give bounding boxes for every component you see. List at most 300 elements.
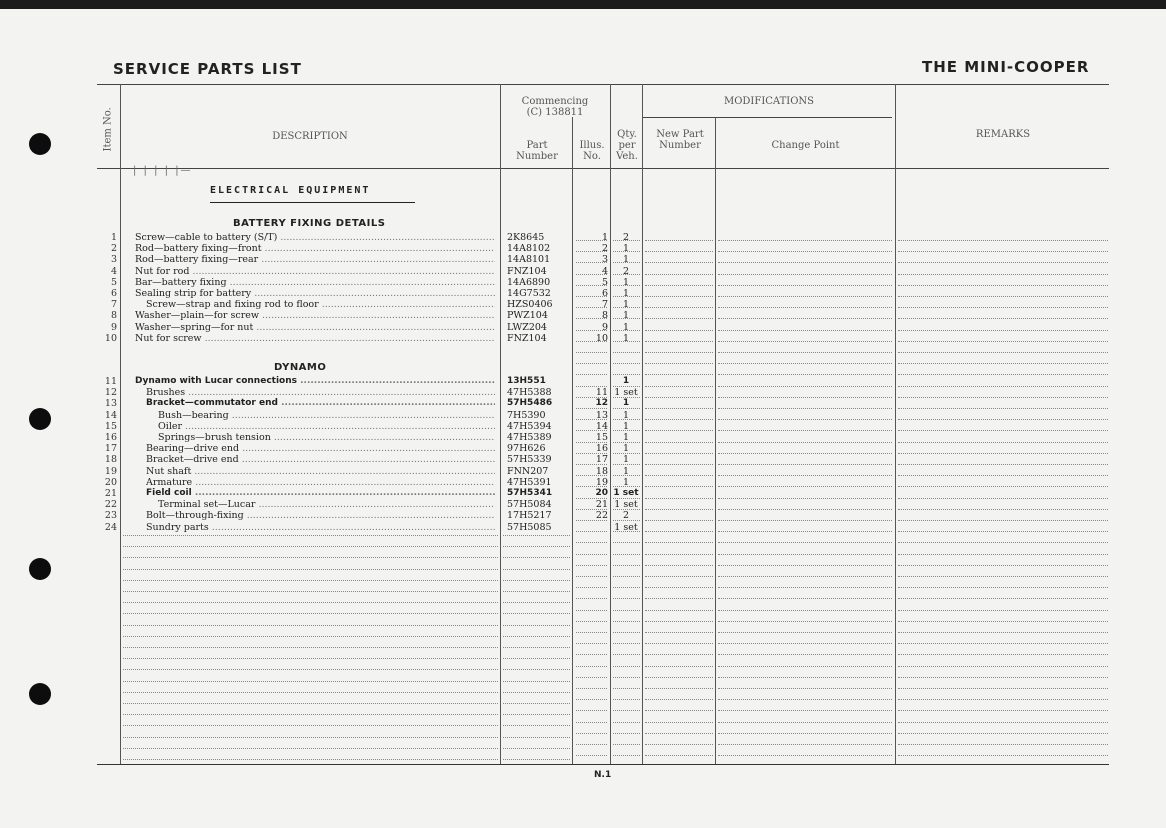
ruled-line xyxy=(123,647,498,648)
part-description: Nut for screw ..... xyxy=(135,333,495,344)
ruled-line xyxy=(576,654,607,655)
ruled-line xyxy=(718,386,892,387)
ruled-line xyxy=(613,520,640,521)
illus-number: 20 xyxy=(595,488,608,498)
ruled-line xyxy=(645,486,713,487)
part-number: 17H5217 xyxy=(507,510,552,522)
ruled-line xyxy=(718,733,892,734)
ruled-line xyxy=(613,464,640,465)
quantity: 1 set xyxy=(614,499,638,511)
ruled-line xyxy=(576,453,607,454)
ruled-line xyxy=(718,307,892,308)
ruled-line xyxy=(718,285,892,286)
ruled-line xyxy=(898,710,1108,711)
ruled-line xyxy=(123,591,498,592)
ruled-line xyxy=(645,688,713,689)
ruled-line xyxy=(503,535,570,536)
ruled-line xyxy=(613,352,640,353)
illus-number: 18 xyxy=(595,465,608,477)
ruled-line xyxy=(503,725,570,726)
part-description: Terminal set—Lucar ..... xyxy=(158,499,495,510)
ruled-line xyxy=(576,643,607,644)
table-row xyxy=(0,322,1166,333)
ruled-line xyxy=(718,397,892,398)
ruled-line xyxy=(718,486,892,487)
ruled-line xyxy=(576,699,607,700)
ruled-line xyxy=(613,733,640,734)
ruled-line xyxy=(576,386,607,387)
item-number: 19 xyxy=(104,465,117,477)
part-description: Bolt—through-fixing ..... xyxy=(146,510,495,521)
ruled-line xyxy=(576,688,607,689)
ruled-line xyxy=(718,274,892,275)
page-number: N.1 xyxy=(594,770,612,780)
ruled-line xyxy=(898,408,1108,409)
ruled-line xyxy=(576,498,607,499)
top-edge xyxy=(0,0,1166,9)
ruled-line xyxy=(576,744,607,745)
ruled-line xyxy=(576,274,607,275)
ruled-line xyxy=(718,621,892,622)
ruled-line xyxy=(718,475,892,476)
section-title: ELECTRICAL EQUIPMENT xyxy=(210,185,371,196)
group-title: DYNAMO xyxy=(274,362,327,373)
ruled-line xyxy=(576,509,607,510)
ruled-line xyxy=(898,598,1108,599)
ruled-line xyxy=(503,557,570,558)
table-row xyxy=(0,254,1166,265)
ruled-line xyxy=(718,710,892,711)
item-number: 11 xyxy=(104,376,117,387)
ruled-line xyxy=(123,580,498,581)
quantity: 1 xyxy=(622,443,630,455)
illus-number: 3 xyxy=(601,254,608,266)
ruled-line xyxy=(898,520,1108,521)
item-number: 9 xyxy=(110,321,117,333)
page-title-left: SERVICE PARTS LIST xyxy=(113,60,302,78)
quantity: 1 xyxy=(622,332,630,344)
ruled-line xyxy=(613,240,640,241)
ruled-line xyxy=(645,330,713,331)
ruled-line xyxy=(718,755,892,756)
ruled-line xyxy=(645,251,713,252)
illus-number: 15 xyxy=(595,432,608,443)
ruled-line xyxy=(613,710,640,711)
ruled-line xyxy=(576,610,607,611)
ruled-line xyxy=(576,554,607,555)
ruled-line xyxy=(123,569,498,570)
ruled-line xyxy=(613,576,640,577)
part-number: 57H5085 xyxy=(507,521,552,533)
ruled-line xyxy=(645,442,713,443)
ruled-line xyxy=(613,251,640,252)
ruled-line xyxy=(898,251,1108,252)
ruled-line xyxy=(576,442,607,443)
ruled-line xyxy=(718,643,892,644)
ruled-line xyxy=(645,666,713,667)
ruled-line xyxy=(645,397,713,398)
ruled-line xyxy=(645,509,713,510)
ruled-line xyxy=(613,643,640,644)
ruled-line xyxy=(613,408,640,409)
ruled-line xyxy=(645,542,713,543)
item-number: 13 xyxy=(104,398,117,410)
ruled-line xyxy=(613,677,640,678)
ruled-line xyxy=(718,610,892,611)
illus-number: 13 xyxy=(595,409,608,421)
ruled-line xyxy=(898,296,1108,297)
ruled-line xyxy=(503,613,570,614)
ruled-line xyxy=(576,677,607,678)
ruled-line xyxy=(645,710,713,711)
item-number: 3 xyxy=(110,254,117,266)
illus-number: 4 xyxy=(601,265,608,277)
part-description: Rod—battery fixing—rear ..... xyxy=(135,254,495,265)
ruled-line xyxy=(613,453,640,454)
part-number: 47H5389 xyxy=(507,432,552,443)
ruled-line xyxy=(123,681,498,682)
ruled-line xyxy=(718,576,892,577)
ruled-line xyxy=(576,542,607,543)
part-number: 14A6890 xyxy=(507,276,551,288)
quantity: 1 xyxy=(622,376,630,386)
change-point-header: Change Point xyxy=(771,140,840,151)
ruled-line xyxy=(898,464,1108,465)
part-number: FNZ104 xyxy=(507,265,547,277)
ruled-line xyxy=(123,557,498,558)
ruled-line xyxy=(645,453,713,454)
ruled-line xyxy=(576,486,607,487)
ruled-line xyxy=(645,632,713,633)
illus-no-header: Illus. No. xyxy=(579,140,605,162)
ruled-line xyxy=(718,632,892,633)
ruled-line xyxy=(645,464,713,465)
ruled-line xyxy=(898,733,1108,734)
ruled-line xyxy=(645,621,713,622)
ruled-line xyxy=(718,722,892,723)
part-number: FNZ104 xyxy=(507,332,547,344)
ruled-line xyxy=(123,725,498,726)
part-number-header: Part Number xyxy=(516,140,558,162)
part-description: Screw—cable to battery (S/T) ..... xyxy=(135,232,495,243)
ruled-line xyxy=(503,658,570,659)
part-number: 57H5339 xyxy=(507,454,552,466)
part-description: Bracket—drive end ..... xyxy=(146,454,495,465)
ruled-line xyxy=(576,352,607,353)
quantity: 2 xyxy=(622,232,630,243)
part-description: Nut for rod ..... xyxy=(135,266,495,277)
ruled-line xyxy=(613,262,640,263)
ruled-line xyxy=(645,565,713,566)
ruled-line xyxy=(898,453,1108,454)
ruled-line xyxy=(503,625,570,626)
ruled-line xyxy=(645,352,713,353)
ruled-line xyxy=(718,464,892,465)
illus-number: 7 xyxy=(601,299,608,311)
ruled-line xyxy=(576,587,607,588)
ruled-line xyxy=(503,759,570,760)
quantity: 1 xyxy=(622,409,630,421)
ruled-line xyxy=(645,274,713,275)
quantity: 1 xyxy=(622,476,630,488)
ruled-line xyxy=(718,374,892,375)
ruled-line xyxy=(718,699,892,700)
ruled-line xyxy=(718,598,892,599)
table-row xyxy=(0,277,1166,288)
ruled-line xyxy=(613,744,640,745)
part-number: 13H551 xyxy=(507,376,546,386)
ruled-line xyxy=(645,430,713,431)
ruled-line xyxy=(613,341,640,342)
ruled-line xyxy=(718,587,892,588)
ruled-line xyxy=(718,352,892,353)
ruled-line xyxy=(718,520,892,521)
quantity: 1 xyxy=(622,310,630,322)
item-number: 2 xyxy=(110,243,117,255)
part-description: Washer—plain—for screw ..... xyxy=(135,310,495,321)
table-row xyxy=(0,299,1166,310)
part-number: HZS0406 xyxy=(507,299,553,311)
quantity: 1 xyxy=(622,243,630,255)
ruled-line xyxy=(613,565,640,566)
ruled-line xyxy=(718,330,892,331)
ruled-line xyxy=(613,688,640,689)
part-number: 97H626 xyxy=(507,443,546,455)
part-description: Sundry parts ..... xyxy=(146,522,495,533)
quantity: 1 set xyxy=(613,488,639,498)
item-number: 1 xyxy=(110,232,117,243)
ruled-line xyxy=(613,363,640,364)
item-number: 21 xyxy=(104,488,117,499)
ruled-line xyxy=(718,419,892,420)
ruled-line xyxy=(613,542,640,543)
ruled-line xyxy=(613,587,640,588)
ruled-line xyxy=(123,625,498,626)
ruled-line xyxy=(503,569,570,570)
part-description: Oiler ..... xyxy=(158,421,495,432)
illus-number: 5 xyxy=(601,276,608,288)
illus-number: 8 xyxy=(601,310,608,322)
item-number: 15 xyxy=(104,420,117,432)
part-description: Nut shaft ..... xyxy=(146,466,495,477)
ruled-line xyxy=(576,722,607,723)
item-number: 17 xyxy=(104,443,117,455)
ruled-line xyxy=(503,602,570,603)
part-number: 47H5394 xyxy=(507,420,552,432)
ruled-line xyxy=(613,318,640,319)
quantity: 1 xyxy=(622,321,630,333)
illus-number: 16 xyxy=(595,443,608,455)
ruled-line xyxy=(613,666,640,667)
part-number: 47H5391 xyxy=(507,476,552,488)
ruled-line xyxy=(576,565,607,566)
ruled-line xyxy=(613,632,640,633)
ruled-line xyxy=(613,330,640,331)
item-number: 6 xyxy=(110,288,117,299)
ruled-line xyxy=(503,647,570,648)
ruled-line xyxy=(898,352,1108,353)
part-number: FNN207 xyxy=(507,465,549,477)
ruled-line xyxy=(613,307,640,308)
ruled-line xyxy=(576,621,607,622)
ruled-line xyxy=(576,397,607,398)
item-number: 4 xyxy=(110,265,117,277)
ruled-line xyxy=(645,419,713,420)
quantity: 1 xyxy=(622,254,630,266)
ruled-line xyxy=(645,699,713,700)
item-number: 18 xyxy=(104,454,117,466)
ruled-line xyxy=(123,748,498,749)
ruled-line xyxy=(576,576,607,577)
ruled-line xyxy=(718,744,892,745)
ruled-line xyxy=(576,666,607,667)
part-description: Bracket—commutator end ..... xyxy=(146,398,495,409)
quantity: 2 xyxy=(622,265,630,277)
part-description: Brushes ..... xyxy=(146,387,495,398)
section-title-underline xyxy=(210,202,415,203)
table-bottom-rule xyxy=(97,764,1109,765)
ruled-line xyxy=(645,654,713,655)
ruled-line xyxy=(898,419,1108,420)
ruled-line xyxy=(898,744,1108,745)
ruled-line xyxy=(576,307,607,308)
part-number: 57H5084 xyxy=(507,499,552,511)
ruled-line xyxy=(898,330,1108,331)
part-description: Bush—bearing ..... xyxy=(158,410,495,421)
ruled-line xyxy=(576,251,607,252)
mod-rule xyxy=(643,117,892,118)
ruled-line xyxy=(123,613,498,614)
ruled-line xyxy=(898,240,1108,241)
ruled-line xyxy=(898,643,1108,644)
page-title-right: THE MINI-COOPER xyxy=(922,58,1090,76)
ruled-line xyxy=(718,262,892,263)
ruled-line xyxy=(576,318,607,319)
ruled-line xyxy=(576,285,607,286)
ruled-line xyxy=(645,363,713,364)
ruled-line xyxy=(718,498,892,499)
ruled-line xyxy=(898,722,1108,723)
item-no-header: Item No. xyxy=(102,107,114,152)
qty-header: Qty. per Veh. xyxy=(616,129,638,162)
part-description: Screw—strap and fixing rod to floor ..... xyxy=(146,299,495,310)
ruled-line xyxy=(503,669,570,670)
ruled-line xyxy=(718,318,892,319)
illus-number: 21 xyxy=(595,499,608,511)
part-number: 14A8101 xyxy=(507,254,551,266)
ruled-line xyxy=(898,531,1108,532)
ruled-line xyxy=(718,688,892,689)
ruled-line xyxy=(123,669,498,670)
quantity: 1 xyxy=(622,299,630,311)
part-description: Armature ..... xyxy=(146,477,495,488)
illus-number: 9 xyxy=(601,321,608,333)
ruled-line xyxy=(576,296,607,297)
ruled-line xyxy=(503,591,570,592)
ruled-line xyxy=(898,363,1108,364)
commencing-code: (C) 138811 xyxy=(526,107,584,118)
ruled-line xyxy=(718,341,892,342)
part-number: 57H5486 xyxy=(507,398,553,409)
ruled-line xyxy=(718,442,892,443)
ruled-line xyxy=(898,632,1108,633)
ruled-line xyxy=(898,274,1108,275)
ruled-line xyxy=(576,632,607,633)
ruled-line xyxy=(576,531,607,532)
ruled-line xyxy=(123,737,498,738)
ruled-line xyxy=(576,430,607,431)
ruled-line xyxy=(123,714,498,715)
ruled-line xyxy=(898,576,1108,577)
ruled-line xyxy=(645,341,713,342)
table-header-rule xyxy=(97,168,1109,169)
ruled-line xyxy=(898,542,1108,543)
ruled-line xyxy=(576,262,607,263)
ruled-line xyxy=(503,580,570,581)
ruled-line xyxy=(645,262,713,263)
item-number: 12 xyxy=(104,387,117,399)
ruled-line xyxy=(645,318,713,319)
ruled-line xyxy=(613,374,640,375)
ruled-line xyxy=(576,710,607,711)
ruled-line xyxy=(718,430,892,431)
ruled-line xyxy=(576,341,607,342)
ruled-line xyxy=(645,587,713,588)
ruled-line xyxy=(576,240,607,241)
ruled-line xyxy=(613,498,640,499)
punch-hole xyxy=(29,133,51,155)
ruled-line xyxy=(898,621,1108,622)
ruled-line xyxy=(503,636,570,637)
ruled-line xyxy=(898,486,1108,487)
table-row xyxy=(0,266,1166,277)
commencing-header: Commencing xyxy=(521,96,589,107)
ruled-line xyxy=(613,274,640,275)
ruled-line xyxy=(503,692,570,693)
ruled-line xyxy=(898,666,1108,667)
part-number: 57H5341 xyxy=(507,488,553,498)
ruled-line xyxy=(898,307,1108,308)
quantity: 1 set xyxy=(614,521,638,533)
ruled-line xyxy=(576,408,607,409)
ruled-line xyxy=(898,397,1108,398)
ruled-line xyxy=(718,251,892,252)
ruled-line xyxy=(613,531,640,532)
ruled-line xyxy=(898,285,1108,286)
quantity: 1 xyxy=(622,420,630,432)
ruled-line xyxy=(645,285,713,286)
part-number: 7H5390 xyxy=(507,409,546,421)
ruled-line xyxy=(718,542,892,543)
ruled-line xyxy=(718,565,892,566)
ruled-line xyxy=(123,692,498,693)
ruled-line xyxy=(645,296,713,297)
part-description: Rod—battery fixing—front ..... xyxy=(135,243,495,254)
ruled-line xyxy=(503,737,570,738)
ruled-line xyxy=(645,386,713,387)
ruled-line xyxy=(645,744,713,745)
ruled-line xyxy=(503,703,570,704)
ruled-line xyxy=(898,430,1108,431)
ruled-line xyxy=(898,318,1108,319)
ruled-line xyxy=(576,598,607,599)
quantity: 1 xyxy=(622,432,630,443)
ruled-line xyxy=(898,565,1108,566)
item-number: 16 xyxy=(104,432,117,443)
part-description: Field coil ..... xyxy=(146,488,495,499)
ruled-line xyxy=(718,666,892,667)
ruled-line xyxy=(645,240,713,241)
